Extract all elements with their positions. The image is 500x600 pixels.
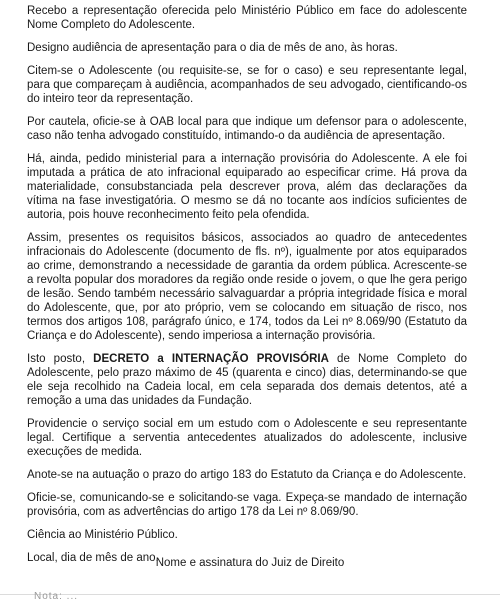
decree-rest: de Nome Completo do Adolescente, pelo prazo máximo de 45 (quarenta e cinco) dias, determinando-se que ele seja recolhido na Cadeia local, em cela separada dos demais detentos, até a remoção a uma das unidades da Fundação. [27,353,467,407]
paragraph-local-data: Local, dia de mês de ano. [27,552,159,564]
paragraph-ciencia: Ciência ao Ministério Público. [27,529,178,541]
paragraph-designo-audiencia: Designo audiência de apresentação para o dia de mês de ano, às horas. [27,42,398,54]
footnote-area [0,584,500,600]
judge-signature-line: Nome e assinatura do Juiz de Direito [155,557,345,569]
paragraph-recebo: Recebo a representação oferecida pelo Ministério Público em face do adolescente Nome Completo do Adolescente. [27,5,467,31]
paragraph-servico-social: Providencie o serviço social em um estudo com o Adolescente e seu representante legal. Certifique a serventia antecedentes atualizados do adolescente, inclusive execuções de medida. [27,418,467,458]
paragraph-oficie-se: Oficie-se, comunicando-se e solicitando-se vaga. Expeça-se mandado de internação provisória, com as advertências do artigo 178 da Lei nº 8.069/90. [27,492,467,518]
paragraph-decreto [27,352,467,408]
decree-bold: DECRETO a INTERNAÇÃO PROVISÓRIA [93,353,329,365]
document-body [27,4,467,574]
paragraph-anote-se: Anote-se na autuação o prazo do artigo 183 do Estatuto da Criança e do Adolescente. [27,469,467,481]
paragraph-pedido-ministerial: Há, ainda, pedido ministerial para a internação provisória do Adolescente. A ele foi imputada a prática de ato infracional equiparado ao especificar crime. Há prova da materialidade, consubstanciada pela descrever prova, além das declarações da vítima na fase investigatória. O mesmo se dá no tocante aos indícios suficientes de autoria, pois houve reconhecimento feito pela ofendida. [27,153,467,221]
paragraph-citem-se: Citem-se o Adolescente (ou requisite-se, se for o caso) e seu representante legal, para que compareçam à audiência, acompanhados de seu advogado, cientificando-os do inteiro teor da representação. [27,65,467,105]
paragraph-requisitos: Assim, presentes os requisitos básicos, associados ao quadro de antecedentes infracionais do Adolescente (documento de fls. nº), igualmente por atos equiparados ao crime, demonstrando a necessidade de garantia da ordem pública. Acrescente-se a revolta popular dos moradores da região onde reside o jovem, o que lhe gera perigo de lesão. Sendo também necessário salvaguardar a própria integridade física e moral do Adolescente, que, por ato próprio, vem se colocando em situação de risco, nos termos dos artigos 108, parágrafo único, e 174, todos da Lei nº 8.069/90 (Estatuto da Criança e do Adolescente), sendo imperiosa a internação provisória. [27,232,467,342]
paragraph-oficie-oab: Por cautela, oficie-se à OAB local para que indique um defensor para o adolescente, caso não tenha advogado constituído, intimando-o da audiência de apresentação. [27,116,467,142]
decree-intro: Isto posto, [27,353,94,365]
footnote-text: Nota: ... [34,591,79,600]
